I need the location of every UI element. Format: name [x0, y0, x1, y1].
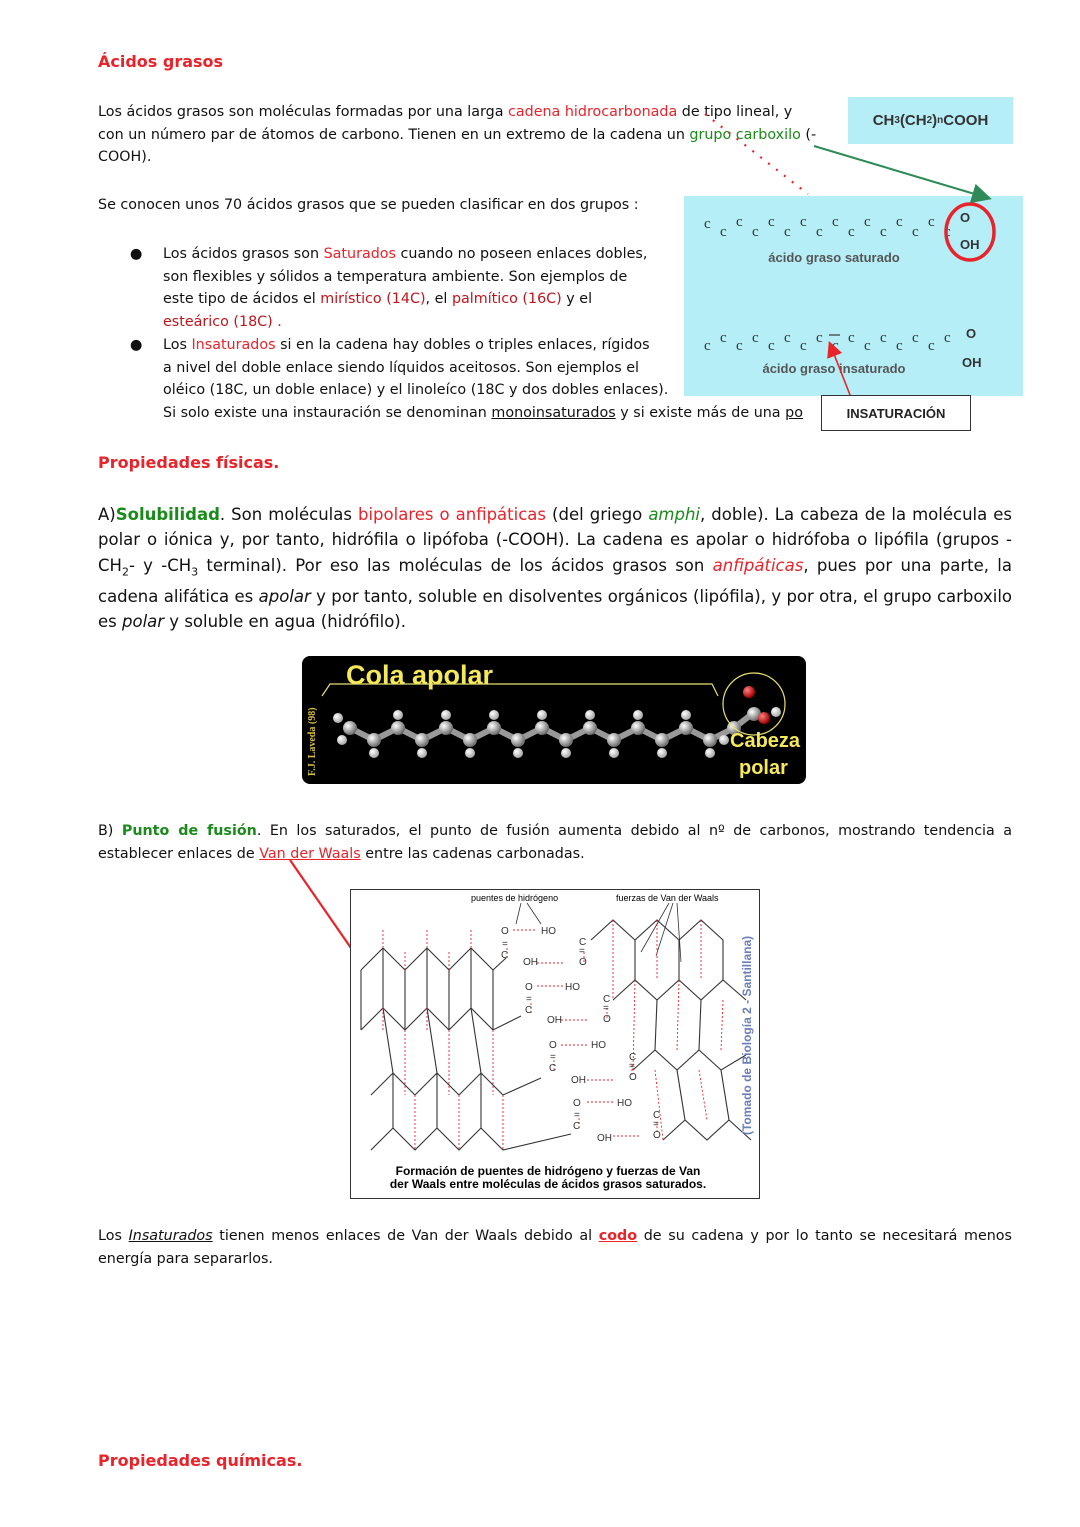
svg-text:C: C — [573, 1121, 581, 1132]
svg-text:OH: OH — [523, 957, 538, 968]
term-codo: codo — [598, 1228, 638, 1244]
amphipathic-molecule-image — [302, 656, 806, 784]
svg-text:c: c — [704, 216, 711, 232]
svg-text:HO: HO — [591, 1040, 606, 1051]
svg-text:C: C — [579, 937, 587, 948]
svg-text:c: c — [768, 214, 775, 230]
svg-text:O: O — [603, 1014, 611, 1025]
term-cadena: cadena hidrocarbonada — [508, 104, 678, 120]
svg-text:O: O — [960, 210, 971, 225]
svg-text:c: c — [896, 214, 903, 230]
term-grupo-carboxilo: grupo carboxilo — [689, 126, 801, 143]
svg-text:c: c — [944, 330, 951, 346]
svg-text:c: c — [784, 224, 791, 240]
svg-text:O: O — [525, 982, 533, 993]
svg-text:c: c — [832, 214, 839, 230]
image-credit: F.J. Laveda (98) — [307, 707, 318, 776]
svg-text:c: c — [736, 338, 743, 354]
svg-text:c: c — [800, 338, 807, 354]
svg-text:=: = — [550, 1052, 556, 1063]
svg-text:=: = — [502, 939, 508, 950]
svg-text:C: C — [525, 1005, 533, 1016]
svg-text:=: = — [629, 1061, 635, 1072]
svg-text:O: O — [549, 1040, 557, 1051]
svg-text:c: c — [864, 338, 871, 354]
svg-text:c: c — [768, 338, 775, 354]
svg-text:HO: HO — [565, 982, 580, 993]
term-van-der-waals: Van der Waals — [259, 845, 361, 862]
svg-text:O: O — [501, 926, 509, 937]
section-title-propiedades-fisicas: Propiedades físicas. — [98, 453, 280, 472]
svg-text:c: c — [864, 214, 871, 230]
diagram-caption-1: Formación de puentes de hidrógeno y fuerzas de Van — [395, 1164, 701, 1178]
svg-text:=: = — [653, 1119, 659, 1130]
svg-text:c: c — [848, 224, 855, 240]
cola-apolar-label: Cola apolar — [346, 660, 494, 690]
svg-text:C: C — [629, 1052, 637, 1063]
intro-paragraph: Los ácidos grasos son moléculas formadas por una larga cadena hidrocarbonada de tipo lineal, y con un número par de átomos de carbono. Tienen en un extremo de la cadena un grupo carboxilo (- COOH). — [98, 104, 817, 165]
svg-text:c: c — [912, 330, 919, 346]
source-credit: (Tomado de Biología 2 - Santillana) — [740, 935, 754, 1135]
svg-text:=: = — [603, 1003, 609, 1014]
svg-text:c: c — [880, 224, 887, 240]
svg-text:C: C — [653, 1110, 661, 1121]
svg-text:c: c — [928, 214, 935, 230]
svg-text:O: O — [629, 1072, 637, 1083]
svg-text:c: c — [880, 330, 887, 346]
svg-text:C: C — [603, 994, 611, 1005]
classification-paragraph: Se conocen unos 70 ácidos grasos que se pueden clasificar en dos grupos : — [98, 197, 639, 213]
unsaturated-label: ácido graso insaturado — [762, 361, 906, 376]
insaturacion-label: INSATURACIÓN — [821, 395, 971, 431]
section-title-acidos-grasos: Ácidos grasos — [98, 52, 224, 71]
polar-label: polar — [739, 757, 788, 779]
svg-text:c: c — [816, 224, 823, 240]
svg-text:c: c — [752, 330, 759, 346]
svg-text:c: c — [944, 224, 951, 240]
svg-text:c: c — [832, 338, 839, 354]
svg-text:c: c — [896, 338, 903, 354]
svg-text:OH: OH — [571, 1075, 586, 1086]
svg-text:HO: HO — [617, 1098, 632, 1109]
svg-text:=: = — [579, 946, 585, 957]
label-fuerzas-vdw: fuerzas de Van der Waals — [616, 893, 719, 903]
svg-text:O: O — [579, 957, 587, 968]
section-title-propiedades-quimicas: Propiedades químicas. — [98, 1451, 303, 1470]
svg-text:OH: OH — [962, 355, 982, 370]
svg-text:c: c — [720, 224, 727, 240]
svg-text:C: C — [549, 1063, 557, 1074]
bullet-insaturados: ● Los Insaturados si en la cadena hay dobles o triples enlaces, rígidos a nivel del doble enlace siendo líquidos aceitosos. Son ejemplos el oléico (18C, un doble enlace) y el linoleíco (18C y dos dobles enlaces). Si solo existe una instauración se denominan monoinsaturados y si existe más de una po — [130, 337, 803, 421]
chem-formula-box: CH 3 (CH 2 ) n COOH — [848, 97, 1013, 144]
label-puentes-hidrogeno: puentes de hidrógeno — [471, 893, 559, 903]
svg-text:OH: OH — [597, 1133, 612, 1144]
svg-text:c: c — [720, 330, 727, 346]
svg-text:c: c — [704, 338, 711, 354]
svg-text:O: O — [966, 326, 977, 341]
cabeza-label: Cabeza — [730, 730, 801, 752]
svg-text:c: c — [928, 338, 935, 354]
svg-text:=: = — [526, 994, 532, 1005]
hydrogen-bond-diagram — [350, 889, 760, 1199]
punto-fusion-paragraph: B) Punto de fusión. En los saturados, el punto de fusión aumenta debido al nº de carbonos, mostrando tendencia a establecer enlaces de Van der Waals entre las cadenas carbonadas. — [98, 823, 1013, 862]
svg-text:c: c — [736, 214, 743, 230]
svg-text:HO: HO — [541, 926, 556, 937]
svg-text:c: c — [800, 214, 807, 230]
svg-text:OH: OH — [960, 237, 980, 252]
svg-text:c: c — [816, 330, 823, 346]
svg-text:c: c — [912, 224, 919, 240]
svg-text:O: O — [653, 1130, 661, 1141]
svg-text:c: c — [848, 330, 855, 346]
diagram-caption-2: der Waals entre moléculas de ácidos grasos saturados. — [389, 1177, 707, 1191]
svg-text:=: = — [574, 1110, 580, 1121]
svg-text:c: c — [784, 330, 791, 346]
svg-text:O: O — [573, 1098, 581, 1109]
solubilidad-paragraph: A)Solubilidad. Son moléculas bipolares o anfipáticas (del griego amphi, doble). La cabeza de la molécula es polar o iónica y, por tanto, hidrófila o lipófoba (-COOH). La cadena es apolar o hidrófoba o lipófila (grupos $-CH_2-$ y $-CH_3$ terminal). Por eso las moléculas de los ácidos grasos son anfipáticas, pues por una parte, la cadena alifática es apolar y por tanto, soluble en disolventes orgánicos (lipófila), y por otra, el grupo carboxilo es polar y soluble en agua (hidrófilo). — [98, 505, 1013, 632]
saturated-label: ácido graso saturado — [768, 250, 900, 265]
insaturados-paragraph: Los Insaturados tienen menos enlaces de Van der Waals debido al codo de su cadena y por lo tanto se necesitará menos energía para separarlos. — [98, 1228, 1012, 1267]
svg-text:c: c — [752, 224, 759, 240]
svg-text:OH: OH — [547, 1015, 562, 1026]
svg-text:C: C — [501, 950, 509, 961]
bullet-saturados: ● Los ácidos grasos son Saturados cuando no poseen enlaces dobles, son flexibles y sólidos a temperatura ambiente. Son ejemplos de este tipo de ácidos el mirístico (14C), el palmítico (16C) y el esteárico (18C) . — [130, 246, 648, 330]
